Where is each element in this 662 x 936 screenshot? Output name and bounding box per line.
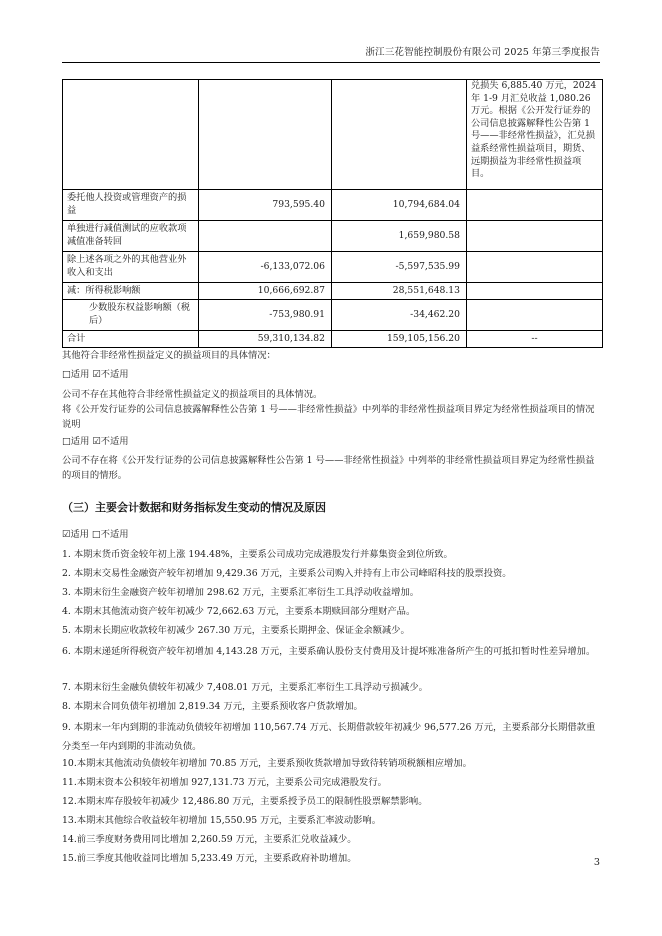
list-item: 7. 本期末衍生金融负债较年初减少 7,408.01 万元，主要系汇率衍生工具浮动亏损减少。 <box>62 682 428 693</box>
note-cell <box>467 300 603 331</box>
table-row <box>63 190 603 221</box>
paragraph: 其他符合非经常性损益定义的损益项目的具体情况： <box>62 350 276 361</box>
current-period-value <box>199 221 332 252</box>
paragraph: 将《公开发行证券的公司信息披露解释性公告第 1 号——非经常性损益》中列举的非经常性损益项目界定为经常性损益项目的情况说明 <box>62 404 595 430</box>
row-label: 除上述各项之外的其他营业外收入和支出 <box>63 252 199 283</box>
list-item: 5. 本期末长期应收款较年初减少 267.30 万元，主要系长期押金、保证金余额减少。 <box>62 625 410 636</box>
paragraph: 公司不存在将《公开发行证券的公司信息披露解释性公告第 1 号——非经常性损益》中列举的非经常性损益项目界定为经常性损益的项目的情形。 <box>62 455 595 481</box>
applicability-status: ☑适用 □不适用 <box>62 529 129 540</box>
ytd-value: 10,794,684.04 <box>332 190 467 221</box>
row-label: 减：所得税影响额 <box>63 283 199 300</box>
list-item: 13.本期末其他综合收益较年初增加 15,550.95 万元，主要系汇率波动影响。 <box>62 815 382 826</box>
list-item: 4. 本期末其他流动资产较年初减少 72,662.63 万元，主要系本期赎回部分理财产品。 <box>62 606 416 617</box>
list-item: 12.本期末库存股较年初减少 12,486.80 万元，主要系授予员工的限制性股票解禁影响。 <box>62 796 428 807</box>
table-row <box>63 252 603 283</box>
table-row <box>63 80 603 190</box>
list-item: 11.本期末资本公积较年初增加 927,131.73 万元，主要系公司完成港股发行。 <box>62 777 387 788</box>
row-label: 委托他人投资或管理资产的损益 <box>63 190 199 221</box>
table-cell <box>199 80 332 190</box>
list-item: 6. 本期末递延所得税资产较年初增加 4,143.28 万元，主要系确认股份支付费用及计提坏账准备所产生的可抵扣暂时性差异增加。 <box>62 646 596 657</box>
list-item: 8. 本期末合同负债年初增加 2,819.34 万元，主要系预收客户货款增加。 <box>62 701 363 712</box>
current-period-value: -6,133,072.06 <box>199 252 332 283</box>
report-header-title: 浙江三花智能控制股份有限公司 2025 年第三季度报告 <box>365 47 600 58</box>
non-recurring-gains-table <box>62 79 603 348</box>
note-cell <box>467 252 603 283</box>
list-item: 15.前三季度其他收益同比增加 5,233.49 万元，主要系政府补助增加。 <box>62 853 357 864</box>
note-cell <box>467 283 603 300</box>
table-row <box>63 283 603 300</box>
list-item: 14.前三季度财务费用同比增加 2,260.59 万元，主要系汇兑收益减少。 <box>62 834 357 845</box>
row-label: 单独进行减值测试的应收款项减值准备转回 <box>63 221 199 252</box>
list-item: 2. 本期末交易性金融资产较年初增加 9,429.36 万元，主要系公司购入并持有上市公司峰昭科技的股票投资。 <box>62 568 512 579</box>
note-cell <box>467 190 603 221</box>
row-label: 少数股东权益影响额（税后） <box>63 300 199 331</box>
table-cell <box>63 80 199 190</box>
table-row <box>63 221 603 252</box>
ytd-value: 1,659,980.58 <box>332 221 467 252</box>
current-period-value: -753,980.91 <box>199 300 332 331</box>
table-row <box>63 300 603 331</box>
header-rule <box>62 62 600 63</box>
list-item: 10.本期末其他流动负债较年初增加 70.85 万元，主要系预收货款增加导致待转销项税额相应增加。 <box>62 758 472 769</box>
table-cell <box>332 80 467 190</box>
ytd-value: 159,105,156.20 <box>332 331 467 348</box>
ytd-value: 28,551,648.13 <box>332 283 467 300</box>
current-period-value: 793,595.40 <box>199 190 332 221</box>
list-item: 1. 本期末货币资金较年初上涨 194.48%，主要系公司成功完成港股发行并募集资金到位所致。 <box>62 549 453 560</box>
ytd-value: -34,462.20 <box>332 300 467 331</box>
page-number: 3 <box>593 857 600 868</box>
note-cell: -- <box>467 331 603 348</box>
table-row-total <box>63 331 603 348</box>
paragraph: 公司不存在其他符合非经常性损益定义的损益项目的具体情况。 <box>62 389 323 400</box>
applicability-status: □适用 ☑不适用 <box>62 369 129 380</box>
list-item: 9. 本期末一年内到期的非流动负债较年初增加 110,567.74 万元、长期借款较年初减少 96,577.26 万元，主要系部分长期借款重分类至一年内到期的非流动负债。 <box>62 722 596 752</box>
ytd-value: -5,597,535.99 <box>332 252 467 283</box>
applicability-status: □适用 ☑不适用 <box>62 436 129 447</box>
current-period-value: 59,310,134.82 <box>199 331 332 348</box>
note-cell <box>467 221 603 252</box>
current-period-value: 10,666,692.87 <box>199 283 332 300</box>
list-item: 3. 本期末衍生金融资产较年初增加 298.62 万元，主要系汇率衍生工具浮动收益增加。 <box>62 587 420 598</box>
note-cell: 兑损失 6,885.40 万元，2024 年 1-9 月汇兑收益 1,080.26 万元。根据《公开发行证券的公司信息披露解释性公告第 1 号——非经常性损益》，汇兑损益系经常性损益项目，期货、远期损益为非经常性损益项目。 <box>467 80 603 190</box>
row-label: 合计 <box>63 331 199 348</box>
section-title: （三）主要会计数据和财务指标发生变动的情况及原因 <box>62 501 326 514</box>
